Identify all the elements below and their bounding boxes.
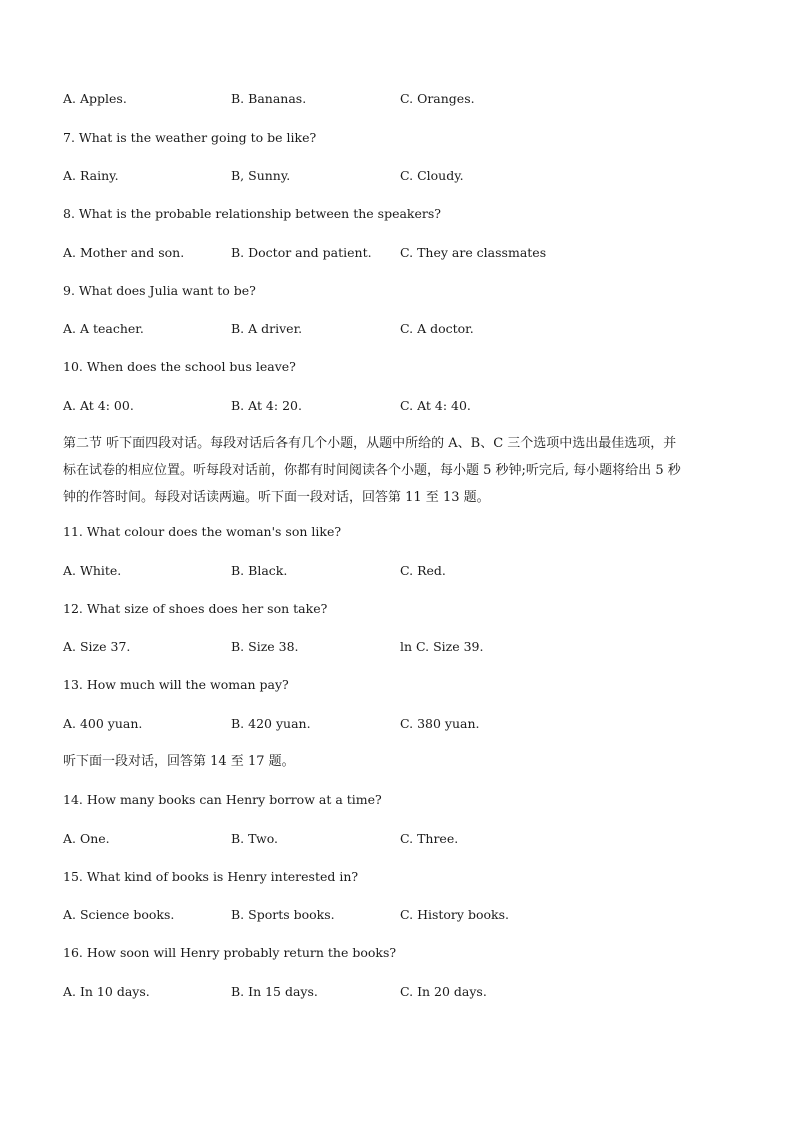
q12-options: [63, 639, 743, 655]
section-2-line-2: 标在试卷的相应位置。听每段对话前，你都有时间阅读各个小题，每小题 5 秒钟;听完后, 每小题将给出 5 秒: [63, 463, 681, 478]
option-c: C. 380 yuan.: [400, 716, 480, 731]
option-c: C. Three.: [400, 831, 459, 846]
q8-options: [63, 245, 743, 261]
question-15: 15. What kind of books is Henry interested in?: [63, 869, 359, 884]
option-a: A. 400 yuan.: [63, 716, 143, 731]
option-c: C. Oranges.: [400, 91, 475, 106]
option-b: B. Two.: [231, 831, 279, 846]
q15-options: [63, 907, 743, 923]
section-2-instructions: [63, 430, 731, 511]
option-c: C. A doctor.: [400, 321, 474, 336]
question-8: 8. What is the probable relationship between the speakers?: [63, 206, 441, 221]
q7-options: [63, 168, 743, 184]
option-c: C. They are classmates: [400, 245, 547, 260]
option-a: A. One.: [63, 831, 110, 846]
option-b: B. 420 yuan.: [231, 716, 311, 731]
option-b: B. Size 38.: [231, 639, 299, 654]
option-a: A. White.: [63, 563, 122, 578]
q13-options: [63, 716, 743, 732]
option-a: A. Apples.: [63, 91, 127, 106]
q10-options: [63, 398, 743, 414]
option-b: B. Sports books.: [231, 907, 335, 922]
option-a: A. In 10 days.: [63, 984, 150, 999]
question-13: 13. How much will the woman pay?: [63, 677, 289, 692]
q9-options: [63, 321, 743, 337]
option-b: B. Black.: [231, 563, 288, 578]
option-a: A. Size 37.: [63, 639, 131, 654]
question-7: 7. What is the weather going to be like?: [63, 130, 317, 145]
option-a: A. Rainy.: [63, 168, 119, 183]
q11-options: [63, 563, 743, 579]
question-10: 10. When does the school bus leave?: [63, 359, 296, 374]
option-a: A. At 4: 00.: [63, 398, 134, 413]
option-b: B. In 15 days.: [231, 984, 318, 999]
section-2-line-3: 钟的作答时间。每段对话读两遍。听下面一段对话，回答第 11 至 13 题。: [63, 490, 490, 505]
question-9: 9. What does Julia want to be?: [63, 283, 256, 298]
option-a: A. Mother and son.: [63, 245, 185, 260]
option-c: C. Red.: [400, 563, 446, 578]
question-14: 14. How many books can Henry borrow at a time?: [63, 792, 382, 807]
section-2-line-1: 第二节 听下面四段对话。每段对话后各有几个小题，从题中所给的 A、B、C 三个选项中选出最佳选项，并: [63, 436, 677, 451]
instruction-14-17: 听下面一段对话，回答第 14 至 17 题。: [63, 754, 295, 769]
option-c: ln C. Size 39.: [400, 639, 484, 654]
option-c: C. History books.: [400, 907, 509, 922]
option-c: C. In 20 days.: [400, 984, 487, 999]
option-b: B, Sunny.: [231, 168, 291, 183]
question-16: 16. How soon will Henry probably return the books?: [63, 945, 397, 960]
option-b: B. Doctor and patient.: [231, 245, 372, 260]
q6-options: [63, 91, 743, 107]
question-12: 12. What size of shoes does her son take?: [63, 601, 328, 616]
option-c: C. At 4: 40.: [400, 398, 471, 413]
option-a: A. Science books.: [63, 907, 175, 922]
option-b: B. At 4: 20.: [231, 398, 302, 413]
option-b: B. Bananas.: [231, 91, 307, 106]
option-a: A. A teacher.: [63, 321, 144, 336]
question-11: 11. What colour does the woman's son like?: [63, 524, 342, 539]
q14-options: [63, 831, 743, 847]
option-c: C. Cloudy.: [400, 168, 464, 183]
option-b: B. A driver.: [231, 321, 303, 336]
q16-options: [63, 984, 743, 1000]
